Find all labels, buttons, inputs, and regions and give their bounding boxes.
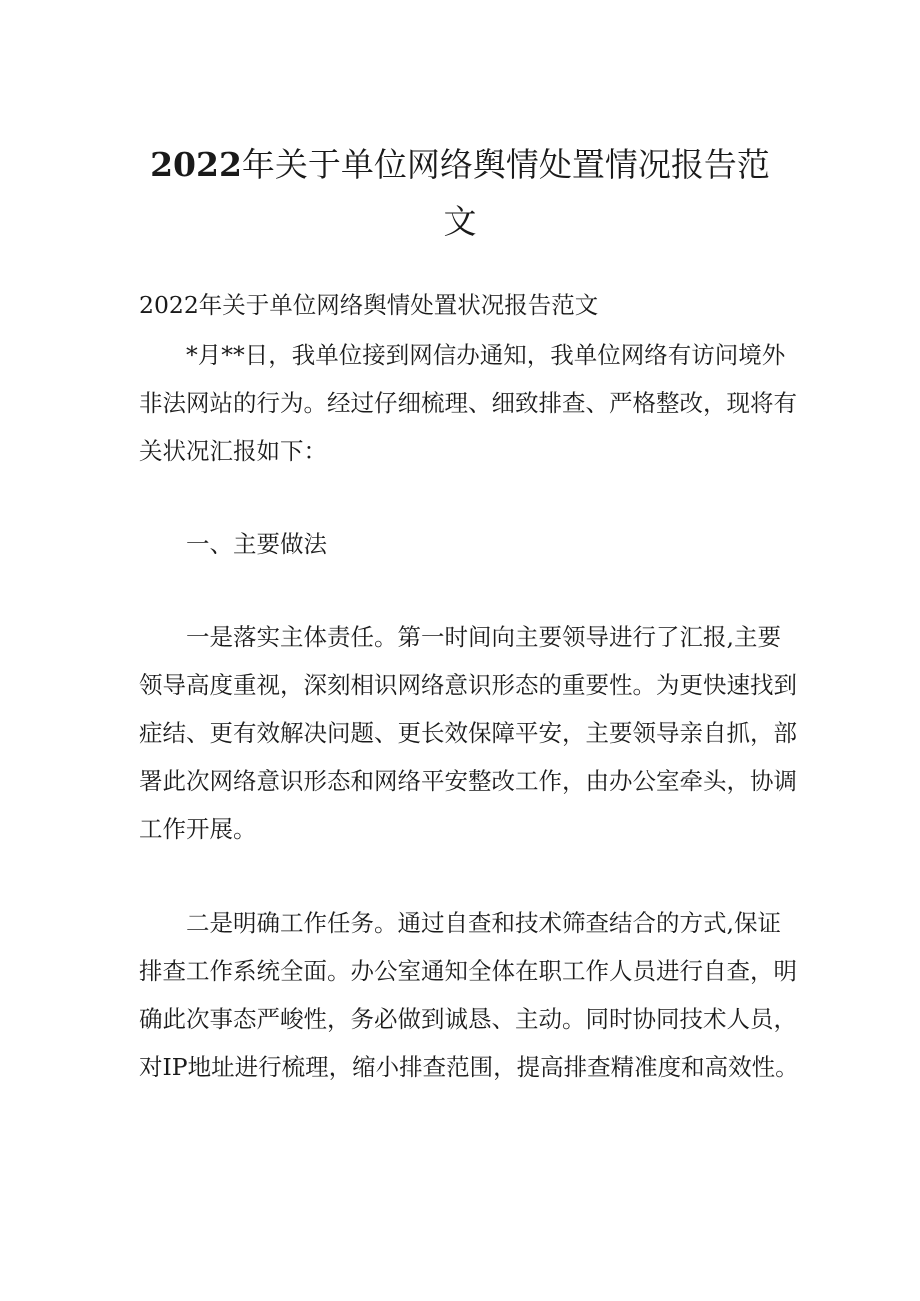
intro-line: 关状况汇报如下： [139,437,327,465]
section-heading: 一、主要做法 [186,530,327,558]
document-title-line1 [140,136,780,193]
paragraph-line: 排查工作系统全面。办公室通知全体在职工作人员进行自查，明 [139,957,797,985]
paragraph-line: 署此次网络意识形态和网络平安整改工作，由办公室牵头，协调 [139,767,797,795]
document-title-line2: 文 [443,202,477,241]
paragraph-line: 领导高度重视，深刻相识网络意识形态的重要性。为更快速找到 [139,671,797,699]
paragraph-line: 一是落实主体责任。第一时间向主要领导进行了汇报,主要 [186,623,781,651]
intro-line: 非法网站的行为。经过仔细梳理、细致排查、严格整改，现将有 [139,389,797,417]
paragraph-line: 二是明确工作任务。通过自查和技术筛查结合的方式,保证 [186,909,781,937]
paragraph-line: 症结、更有效解决问题、更长效保障平安，主要领导亲自抓，部 [139,719,797,747]
paragraph-line: 工作开展。 [139,815,257,843]
document-subtitle: 2022年关于单位网络舆情处置状况报告范文 [139,291,599,319]
paragraph-line: 对IP地址进行梳理，缩小排查范围，提高排查精准度和高效性。 [139,1053,799,1081]
title-text: 年关于单位网络舆情处置情况报告范 [241,145,770,184]
title-year: 2022 [150,145,242,184]
intro-line: *月**日，我单位接到网信办通知，我单位网络有访问境外 [186,341,786,369]
paragraph-line: 确此次事态严峻性，务必做到诚恳、主动。同时协同技术人员， [139,1005,797,1033]
